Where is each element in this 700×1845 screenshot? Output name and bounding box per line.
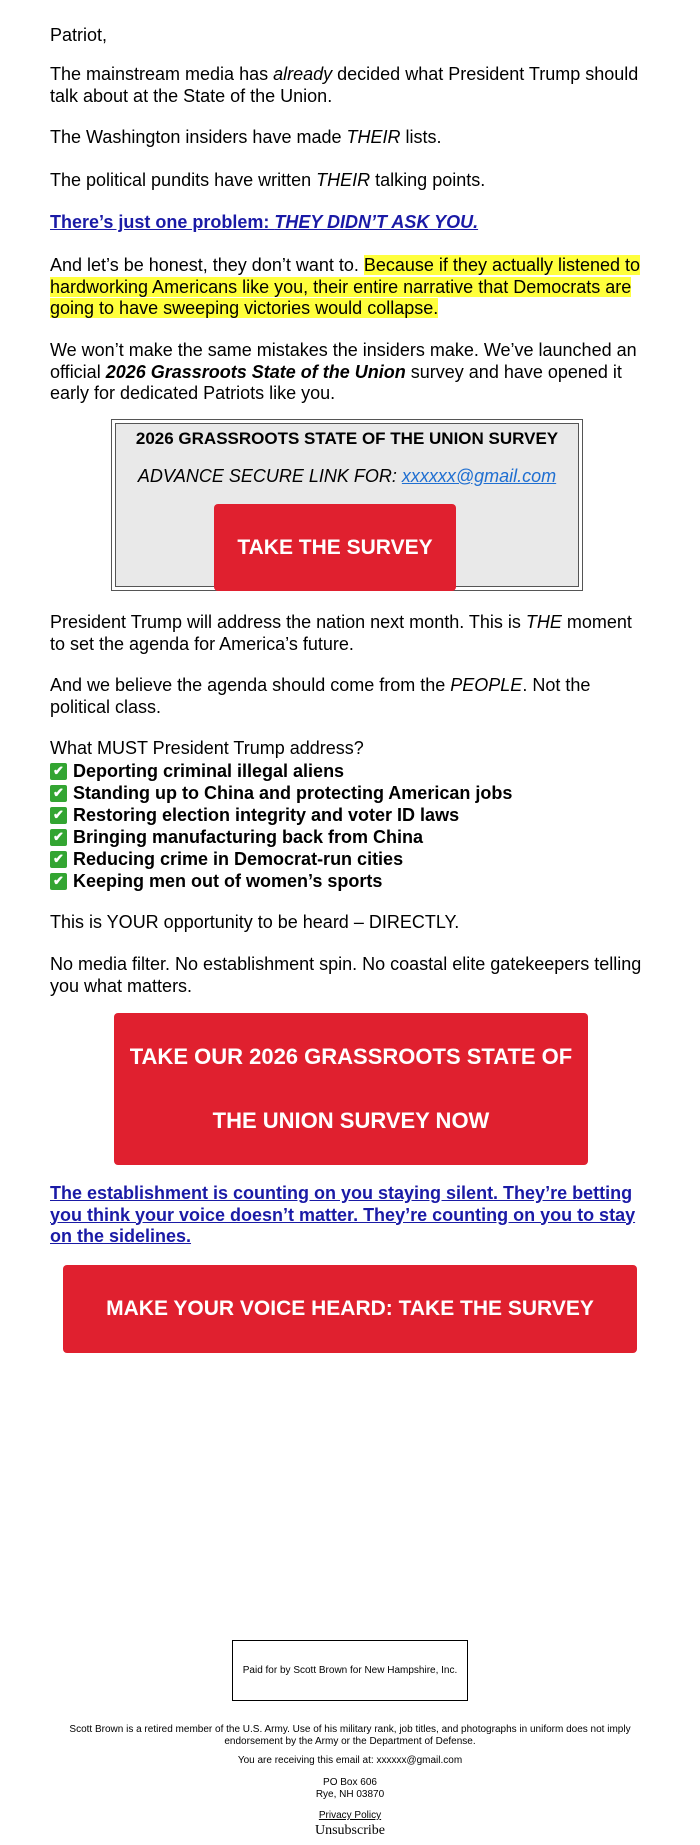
paid-by-box: Paid for by Scott Brown for New Hampshire, Inc. (232, 1640, 468, 1701)
checkmark-icon: ✔ (50, 807, 67, 824)
paragraph-media: The mainstream media has already decided what President Trump should talk about at the State of the Union. (50, 64, 639, 106)
take-survey-button[interactable]: TAKE THE SURVEY (214, 504, 456, 591)
problem-link-anchor[interactable]: There’s just one problem: THEY DIDN’T ASK YOU. (50, 212, 479, 232)
privacy-policy-link[interactable]: Privacy Policy (318, 1810, 382, 1821)
list-item: ✔ Bringing manufacturing back from China (50, 826, 512, 848)
paragraph-address-nation: President Trump will address the nation next month. This is THE moment to set the agenda for America’s future. (50, 612, 632, 654)
unsubscribe-link[interactable]: Unsubscribe (315, 1823, 385, 1838)
list-item: ✔ Standing up to China and protecting American jobs (50, 782, 512, 804)
list-item: ✔ Restoring election integrity and voter ID laws (50, 804, 512, 826)
highlighted-text: Because if they actually listened to hardworking Americans like you, their entire narrative that Democrats are going to have sweeping victories would collapse. (50, 255, 641, 318)
take-grassroots-survey-button[interactable]: TAKE OUR 2026 GRASSROOTS STATE OF THE UNION SURVEY NOW (114, 1013, 588, 1165)
survey-box-title: 2026 GRASSROOTS STATE OF THE UNION SURVEY (135, 429, 559, 448)
secure-link-line: ADVANCE SECURE LINK FOR: xxxxxx@gmail.com (137, 466, 557, 486)
problem-link[interactable] (50, 212, 644, 234)
list-intro: What MUST President Trump address? (50, 738, 364, 758)
list-item: ✔ Deporting criminal illegal aliens (50, 760, 512, 782)
checkmark-icon: ✔ (50, 829, 67, 846)
establishment-link[interactable] (50, 1183, 644, 1248)
checkmark-icon: ✔ (50, 851, 67, 868)
receiving-email-notice: You are receiving this email at: xxxxxx@gmail.com (237, 1755, 463, 1766)
establishment-link-anchor[interactable]: The establishment is counting on you staying silent. They’re betting you think your voice doesn’t matter. They’re counting on you to stay on the sidelines. (50, 1183, 636, 1246)
address-line-1: PO Box 606 (323, 1777, 377, 1788)
survey-box-inner (115, 423, 579, 587)
paragraph-survey-intro: We won’t make the same mistakes the insiders make. We’ve launched an official 2026 Grassroots State of the Union survey and have opened it early for dedicated Patriots like you. (50, 340, 637, 403)
paragraph-opportunity: This is YOUR opportunity to be heard – DIRECTLY. (50, 912, 460, 932)
paragraph-no-filter: No media filter. No establishment spin. No coastal elite gatekeepers telling you what matters. (50, 954, 642, 996)
paragraph-honest: And let’s be honest, they don’t want to. Because if they actually listened to hardworking Americans like you, their entire narrative that Democrats are going to have sweeping victories would collapse. (50, 255, 641, 318)
paragraph-insiders: The Washington insiders have made THEIR lists. (50, 127, 442, 147)
paragraph-pundits: The political pundits have written THEIR talking points. (50, 170, 486, 190)
checkmark-icon: ✔ (50, 873, 67, 890)
address-line-2: Rye, NH 03870 (315, 1789, 385, 1800)
make-voice-heard-button[interactable]: MAKE YOUR VOICE HEARD: TAKE THE SURVEY (63, 1265, 637, 1353)
checkmark-icon: ✔ (50, 785, 67, 802)
list-item: ✔ Keeping men out of women’s sports (50, 870, 512, 892)
unsubscribe-row (0, 1823, 700, 1839)
list-item: ✔ Reducing crime in Democrat-run cities (50, 848, 512, 870)
greeting: Patriot, (50, 25, 108, 45)
military-disclaimer: Scott Brown is a retired member of the U.S. Army. Use of his military rank, job titles, and photographs in uniform does not imply endorsement by the Army or the Department of Defense. (69, 1724, 631, 1747)
issue-checklist (50, 760, 512, 892)
privacy-policy-row (0, 1810, 700, 1821)
survey-box (111, 419, 583, 591)
checkmark-icon: ✔ (50, 763, 67, 780)
email-link[interactable]: xxxxxx@gmail.com (401, 466, 557, 486)
paragraph-agenda: And we believe the agenda should come from the PEOPLE. Not the political class. (50, 675, 591, 717)
